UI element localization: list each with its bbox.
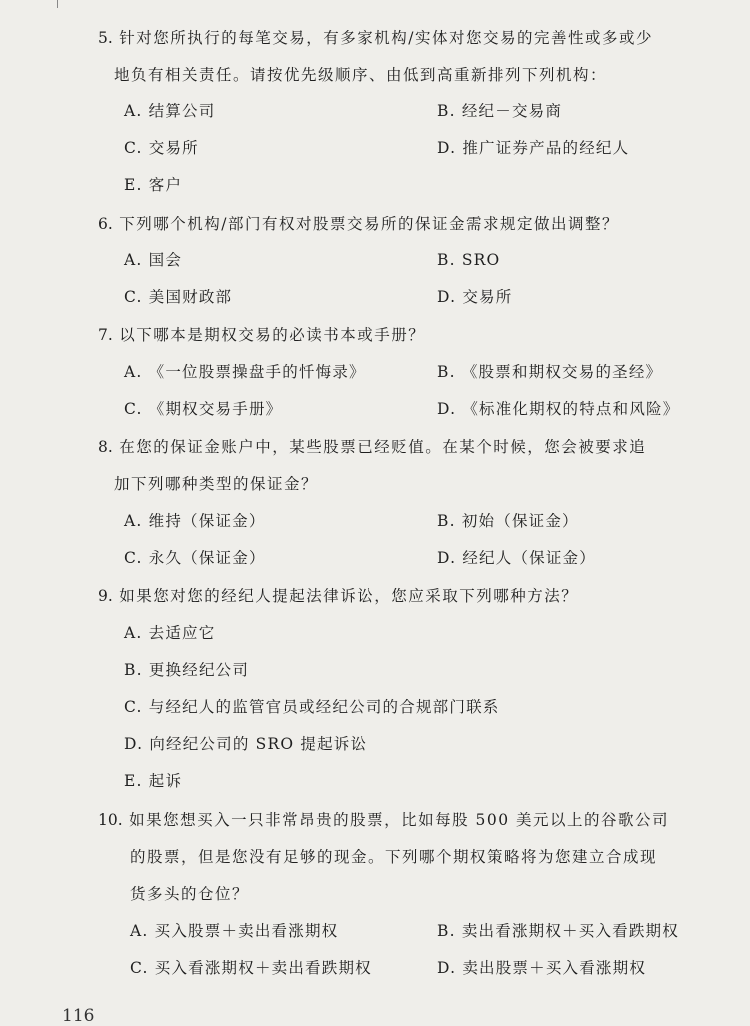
option-b: B. 初始（保证金） bbox=[437, 512, 579, 530]
question-stem-line: 8. 在您的保证金账户中，某些股票已经贬值。在某个时候，您会被要求追 bbox=[98, 438, 647, 456]
option-d: D. 推广证券产品的经纪人 bbox=[437, 139, 630, 157]
option-c: C. 交易所 bbox=[124, 139, 199, 157]
question-number: 5. bbox=[98, 29, 113, 47]
option-a: A. 《一位股票操盘手的忏悔录》 bbox=[124, 363, 366, 381]
question-number: 6. bbox=[98, 215, 113, 233]
option-b: B. 经纪－交易商 bbox=[437, 102, 563, 120]
option-d: D. 交易所 bbox=[437, 288, 513, 306]
option-a: A. 国会 bbox=[124, 251, 183, 269]
option-e: E. 客户 bbox=[124, 176, 183, 194]
question-stem-line: 货多头的仓位？ bbox=[130, 885, 250, 903]
question-stem-line: 10. 如果您想买入一只非常昂贵的股票，比如每股 500 美元以上的谷歌公司 bbox=[98, 811, 670, 829]
question-stem-line: 6. 下列哪个机构/部门有权对股票交易所的保证金需求规定做出调整？ bbox=[98, 215, 619, 233]
option-c: C. 与经纪人的监管官员或经纪公司的合规部门联系 bbox=[124, 698, 500, 716]
option-c: C. 永久（保证金） bbox=[124, 549, 266, 567]
question-number: 9. bbox=[98, 587, 113, 605]
option-b: B. 《股票和期权交易的圣经》 bbox=[437, 363, 663, 381]
option-c: C. 《期权交易手册》 bbox=[124, 400, 283, 418]
question-stem-line: 加下列哪种类型的保证金？ bbox=[114, 475, 319, 493]
page-edge-mark bbox=[57, 0, 58, 8]
option-b: B. SRO bbox=[437, 251, 501, 269]
option-a: A. 维持（保证金） bbox=[124, 512, 266, 530]
option-c: C. 买入看涨期权＋卖出看跌期权 bbox=[130, 959, 372, 977]
option-d: D. 卖出股票＋买入看涨期权 bbox=[437, 959, 647, 977]
option-d: D. 《标准化期权的特点和风险》 bbox=[437, 400, 680, 418]
question-stem-line: 的股票，但是您没有足够的现金。下列哪个期权策略将为您建立合成现 bbox=[130, 848, 658, 866]
question-stem-line: 地负有相关责任。请按优先级顺序、由低到高重新排列下列机构： bbox=[114, 66, 608, 84]
question-stem-line: 5. 针对您所执行的每笔交易，有多家机构/实体对您交易的完善性或多或少 bbox=[98, 29, 653, 47]
question-number: 8. bbox=[98, 438, 113, 456]
option-a: A. 结算公司 bbox=[124, 102, 216, 120]
question-number: 7. bbox=[98, 326, 113, 344]
option-b: B. 卖出看涨期权＋买入看跌期权 bbox=[437, 922, 679, 940]
option-a: A. 买入股票＋卖出看涨期权 bbox=[130, 922, 339, 940]
question-number: 10. bbox=[98, 811, 123, 829]
question-stem-line: 9. 如果您对您的经纪人提起法律诉讼，您应采取下列哪种方法？ bbox=[98, 587, 579, 605]
option-d: D. 向经纪公司的 SRO 提起诉讼 bbox=[124, 735, 368, 753]
option-c: C. 美国财政部 bbox=[124, 288, 233, 306]
question-stem-line: 7. 以下哪本是期权交易的必读书本或手册？ bbox=[98, 326, 426, 344]
option-e: E. 起诉 bbox=[124, 772, 183, 790]
option-a: A. 去适应它 bbox=[124, 624, 216, 642]
option-b: B. 更换经纪公司 bbox=[124, 661, 250, 679]
page-number: 116 bbox=[62, 1006, 95, 1026]
option-d: D. 经纪人（保证金） bbox=[437, 549, 596, 567]
